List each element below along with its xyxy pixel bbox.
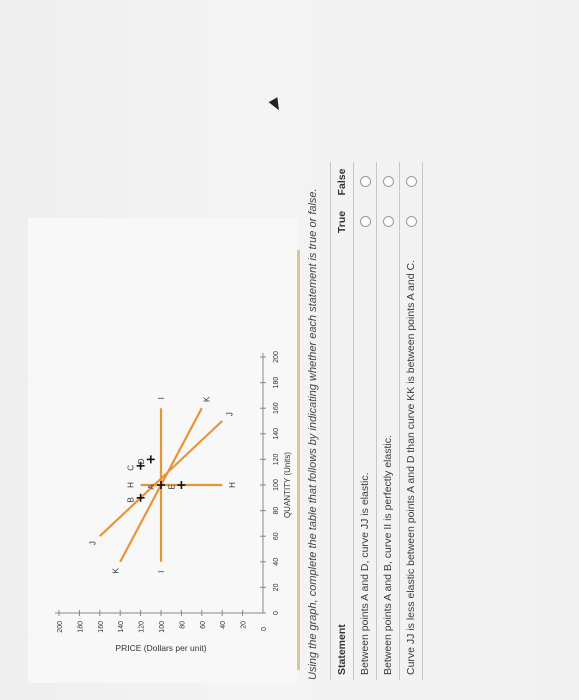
y-tick-label: 100 [159,621,166,633]
false-radio-button[interactable] [406,177,417,188]
point-label: A [147,484,156,490]
y-zero-label: 0 [261,627,268,631]
x-tick-label: 140 [273,427,280,440]
curve-label: K [202,396,212,403]
x-tick-label: 120 [273,453,280,466]
x-tick-label: 100 [273,479,280,491]
curve-label: J [225,412,235,417]
curve-label: K [111,567,121,574]
x-tick-label: 40 [273,557,280,566]
x-tick-label: 180 [273,376,280,389]
y-tick-label: 200 [57,621,64,633]
curve-label: H [126,482,136,488]
statement-text: Between points A and D, curve JJ is elastic. [354,242,377,680]
y-tick-label: 80 [179,621,187,629]
true-cell [400,202,423,242]
statement-text: Curve JJ is less elastic between points A and D than curve KK is between points A and C. [400,242,423,680]
true-radio-button[interactable] [360,217,371,228]
y-tick-label: 140 [118,621,126,633]
false-cell [354,162,377,202]
false-radio-button[interactable] [360,177,371,188]
y-tick-label: 40 [220,621,228,629]
table-row [377,162,400,680]
x-axis-label: QUANTITY (Units) [283,451,292,519]
mouse-cursor-icon [269,97,284,112]
x-tick-label: 160 [273,402,280,415]
statement-header: Statement [331,242,354,680]
elasticity-graph [28,218,298,683]
x-tick-label: 0 [273,611,280,615]
x-tick-label: 20 [273,583,280,592]
point-label: B [126,497,136,503]
y-axis-label: PRICE (Dollars per unit) [115,643,207,653]
false-cell [377,162,400,202]
true-cell [377,202,400,242]
y-tick-label: 120 [138,621,146,633]
section-divider [297,250,300,670]
x-tick-label: 80 [273,506,280,515]
instruction-text: Using the graph, complete the table that follows by indicating whether each statement is true or false. [307,188,319,680]
false-header: False [331,162,354,202]
x-tick-label: 200 [273,351,280,363]
point-label: D [136,458,146,465]
true-cell [354,202,377,242]
table-row [354,162,377,680]
table-header-row [331,162,354,680]
curve-label: H [228,482,238,488]
y-tick-label: 60 [199,621,207,629]
y-tick-label: 180 [77,621,85,633]
y-tick-label: 160 [97,621,105,633]
point-label: E [167,484,177,490]
false-cell [400,162,423,202]
true-radio-button[interactable] [383,217,394,228]
false-radio-button[interactable] [383,177,394,188]
y-tick-label: 20 [240,621,248,629]
graph-panel [28,218,298,683]
statement-text: Between points A and B, curve II is perfectly elastic. [377,242,400,680]
true-header: True [331,202,354,242]
curve-label: I [157,570,166,573]
statement-table [330,162,423,680]
point-label: C [126,464,136,471]
x-tick-label: 60 [273,532,280,541]
table-row [400,162,423,680]
curve-label: J [88,541,98,546]
true-radio-button[interactable] [406,217,417,228]
curve-label: I [157,397,166,400]
